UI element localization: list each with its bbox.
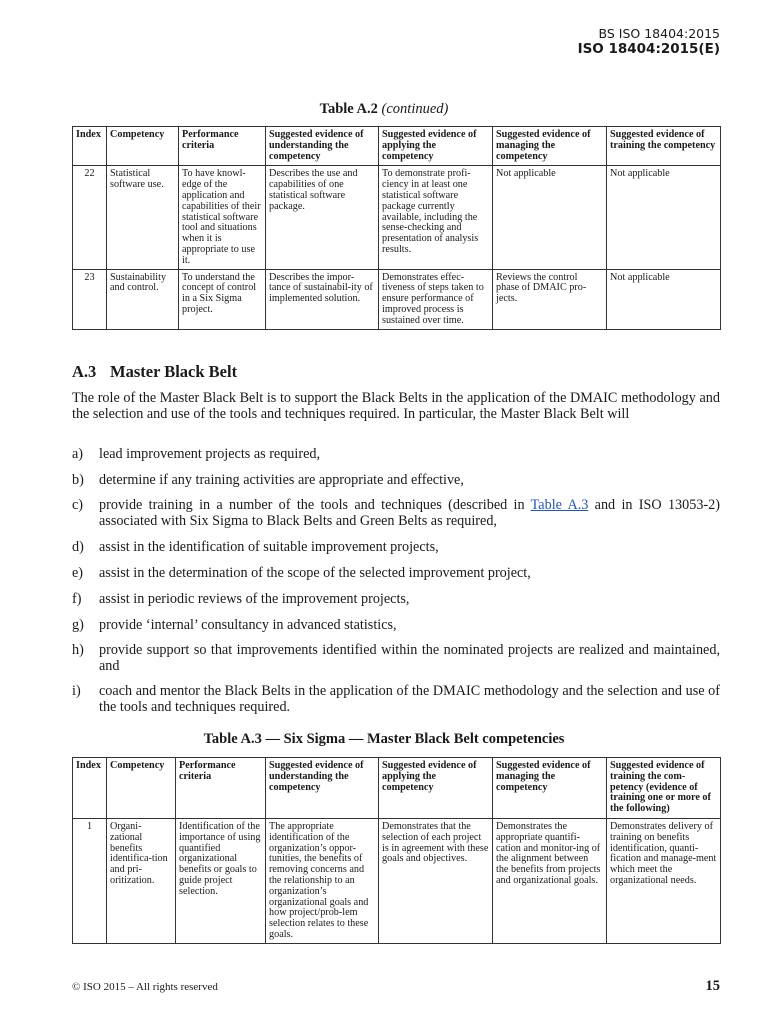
section-heading bbox=[72, 362, 237, 382]
standard-number-iso: ISO 18404:2015(E) bbox=[577, 41, 720, 57]
table-header-cell: Performance criteria bbox=[176, 758, 266, 819]
list-item-text-part: and in ISO 13053-2) associated with Six Sigma to Black Belts and Green Belts as required, bbox=[99, 497, 720, 529]
table-cell: Demonstrates delivery of training on benefits identification, quanti-fication and manage-ment which meet the organizational needs. bbox=[607, 818, 721, 943]
table-header-cell: Suggested evidence of managing the competency bbox=[493, 758, 607, 819]
table-a2 bbox=[72, 126, 721, 330]
table-header-cell: Index bbox=[73, 127, 107, 166]
table-header-cell: Suggested evidence of applying the competency bbox=[379, 127, 493, 166]
list-item bbox=[72, 473, 720, 489]
list-item-text: assist in the identification of suitable improvement projects, bbox=[99, 539, 439, 555]
list-item-text: lead improvement projects as required, bbox=[99, 446, 321, 462]
table-a3-link[interactable]: Table A.3 bbox=[530, 497, 589, 513]
table-cell: To understand the concept of control in a Six Sigma project. bbox=[179, 269, 266, 329]
table-cell: Identification of the importance of using quantified organizational benefits or goals to guide project selection. bbox=[176, 818, 266, 943]
list-item-label: a) bbox=[72, 446, 84, 462]
copyright-notice: © ISO 2015 – All rights reserved bbox=[72, 981, 218, 993]
list-item-label: b) bbox=[72, 472, 84, 488]
list-item-label: e) bbox=[72, 565, 84, 581]
table-cell: 22 bbox=[73, 166, 107, 269]
section-intro-paragraph: The role of the Master Black Belt is to support the Black Belts in the application of the DMAIC methodology and the selection and use of the tools and techniques required. In particular, the Master Black Belt will bbox=[72, 390, 720, 422]
table-cell: Demonstrates the appropriate quantifi-cation and monitor-ing of the alignment between the benefits from projects and organizational goals. bbox=[493, 818, 607, 943]
table-cell: To have knowl-edge of the application and capabilities of their statistical software tool and situations when it is appropriate to use it. bbox=[179, 166, 266, 269]
list-item-label: f) bbox=[72, 591, 82, 607]
table-a2-header-row bbox=[73, 127, 721, 166]
table-header-cell: Performance criteria bbox=[179, 127, 266, 166]
table-cell: Describes the impor-tance of sustainabil-ity of implemented solution. bbox=[266, 269, 379, 329]
list-item bbox=[72, 566, 720, 582]
table-cell: Demonstrates effec-tiveness of steps taken to ensure performance of improved process is sustained over time. bbox=[379, 269, 493, 329]
list-item-label: d) bbox=[72, 539, 84, 555]
document-header bbox=[578, 26, 720, 58]
list-item-text: coach and mentor the Black Belts in the application of the DMAIC methodology and the selection and use of the tools and techniques required. bbox=[99, 683, 720, 715]
table-cell: Describes the use and capabilities of one statistical software package. bbox=[266, 166, 379, 269]
section-title: Master Black Belt bbox=[110, 362, 238, 381]
list-item-label: c) bbox=[72, 497, 84, 513]
list-item-text: determine if any training activities are appropriate and effective, bbox=[99, 472, 464, 488]
table-header-cell: Competency bbox=[107, 127, 179, 166]
table-cell: Not applicable bbox=[607, 269, 721, 329]
table-row bbox=[73, 269, 721, 329]
table-a2-caption-continued: (continued) bbox=[381, 101, 449, 117]
table-header-cell: Suggested evidence of managing the competency bbox=[493, 127, 607, 166]
table-cell: Organi-zational benefits identifica-tion and pri-oritization. bbox=[107, 818, 176, 943]
list-item-label: g) bbox=[72, 617, 84, 633]
list-item-label: h) bbox=[72, 642, 84, 658]
list-item-text: provide support so that improvements identified within the nominated projects are realized and maintained, and bbox=[99, 642, 720, 674]
table-a3-caption: Table A.3 — Six Sigma — Master Black Belt competencies bbox=[203, 731, 565, 747]
table-cell: The appropriate identification of the organization’s oppor-tunities, the benefits of removing concerns and the relationship to an organization’s organizational goals and how project/prob-lem selection relates to these goals. bbox=[266, 818, 379, 943]
table-row bbox=[73, 166, 721, 269]
list-item-text-part: provide training in a number of the tools and techniques (described in bbox=[99, 497, 531, 513]
table-cell: Not applicable bbox=[493, 166, 607, 269]
list-item bbox=[72, 684, 720, 715]
list-item-label: i) bbox=[72, 683, 81, 699]
table-cell: Statistical software use. bbox=[107, 166, 179, 269]
section-number: A.3 bbox=[72, 362, 97, 381]
table-cell: Not applicable bbox=[607, 166, 721, 269]
list-item bbox=[72, 498, 720, 529]
table-cell: To demonstrate profi-ciency in at least one statistical software package currently available, including the sense-checking and presentation of analysis results. bbox=[379, 166, 493, 269]
table-cell: Sustainability and control. bbox=[107, 269, 179, 329]
table-cell: 1 bbox=[73, 818, 107, 943]
table-a2-caption-main: Table A.2 bbox=[319, 101, 378, 117]
list-item-text bbox=[99, 498, 720, 529]
list-item bbox=[72, 643, 720, 674]
page-number: 15 bbox=[705, 978, 720, 994]
table-row bbox=[73, 818, 721, 943]
table-header-cell: Index bbox=[73, 758, 107, 819]
list-item-text: assist in periodic reviews of the improvement projects, bbox=[99, 591, 410, 607]
table-a3 bbox=[72, 757, 721, 944]
table-cell: Reviews the control phase of DMAIC pro-jects. bbox=[493, 269, 607, 329]
table-cell: Demonstrates that the selection of each project is in agreement with these goals and objectives. bbox=[379, 818, 493, 943]
list-item-text: assist in the determination of the scope of the selected improvement project, bbox=[99, 565, 531, 581]
table-cell: 23 bbox=[73, 269, 107, 329]
table-header-cell: Suggested evidence of training the competency bbox=[607, 127, 721, 166]
table-header-cell: Suggested evidence of training the com-petency (evidence of training one or more of the following) bbox=[607, 758, 721, 819]
table-a2-caption bbox=[0, 101, 768, 118]
list-item-text: provide ‘internal’ consultancy in advanced statistics, bbox=[99, 617, 397, 633]
list-item bbox=[72, 618, 720, 634]
table-header-cell: Suggested evidence of applying the competency bbox=[379, 758, 493, 819]
list-item bbox=[72, 447, 720, 463]
standard-number-bs: BS ISO 18404:2015 bbox=[598, 26, 720, 41]
table-header-cell: Competency bbox=[107, 758, 176, 819]
table-a3-header-row bbox=[73, 758, 721, 819]
list-item bbox=[72, 592, 720, 608]
table-header-cell: Suggested evidence of understanding the competency bbox=[266, 758, 379, 819]
table-header-cell: Suggested evidence of understanding the competency bbox=[266, 127, 379, 166]
list-item bbox=[72, 540, 720, 556]
